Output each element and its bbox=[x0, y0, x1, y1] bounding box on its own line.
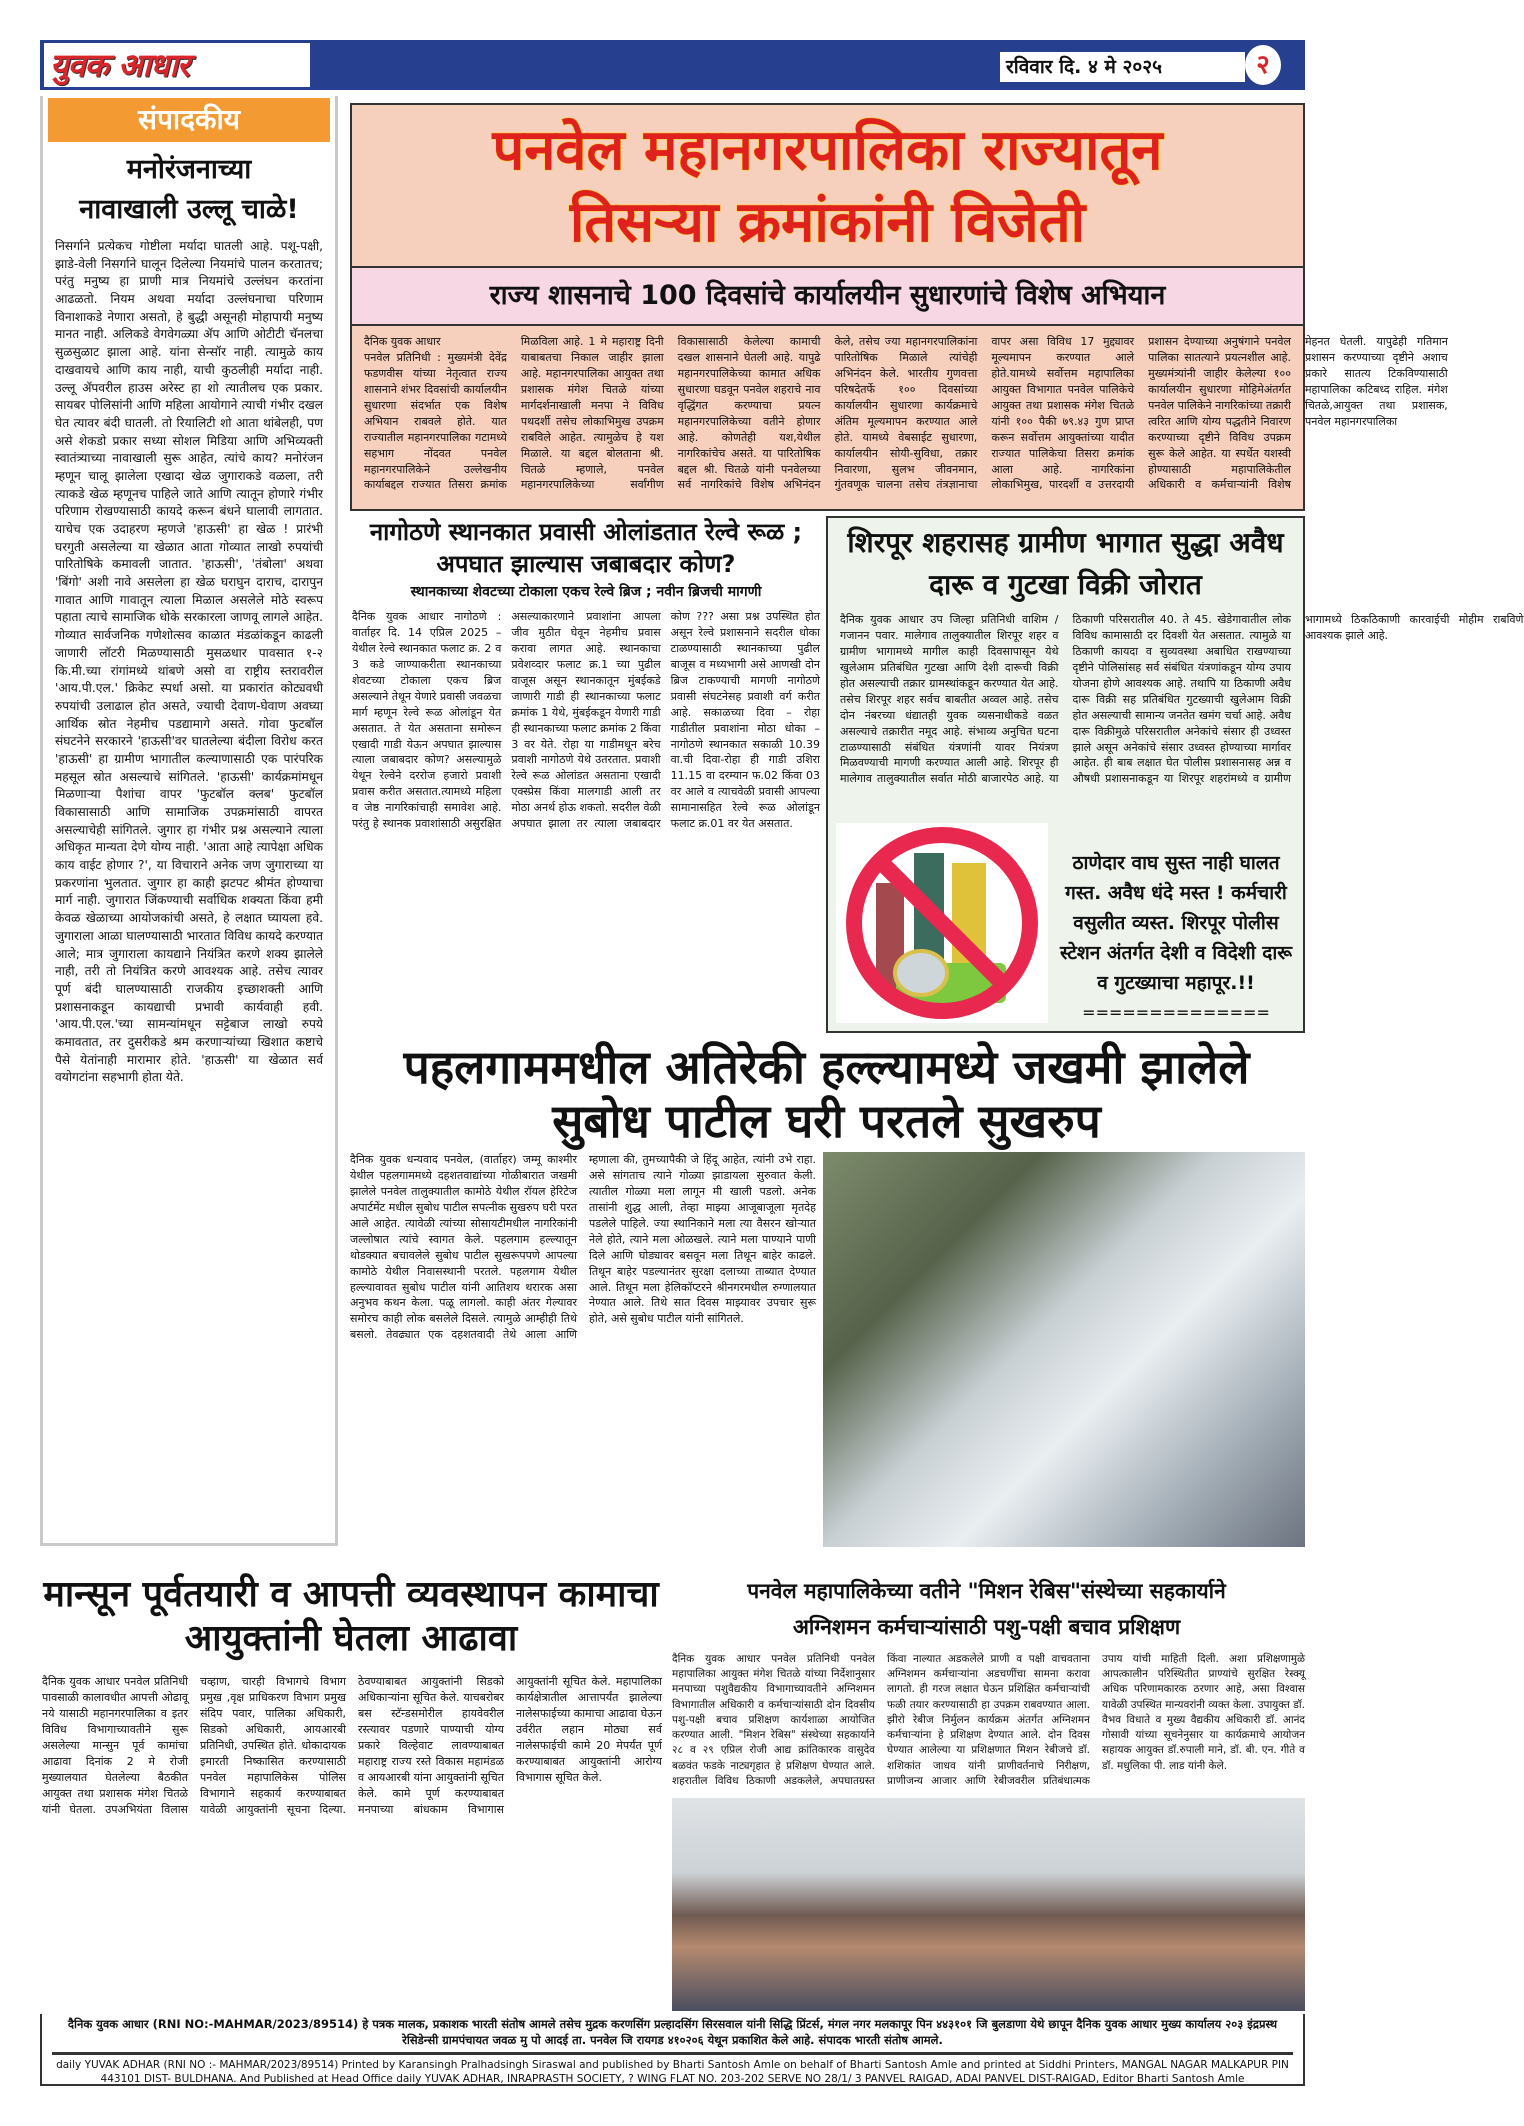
footer-divider bbox=[52, 2052, 1293, 2055]
monsoon-headline: मान्सून पूर्वतयारी व आपत्ती व्यवस्थापन कामाचा आयुक्तांनी घेतला आढावा bbox=[43, 1574, 659, 1659]
lead-subheadline: राज्य शासनाचे 100 दिवसांचे कार्यालयीन सुधारणांचे विशेष अभियान bbox=[352, 268, 1303, 326]
lead-headline-line2: तिसऱ्या क्रमांकांनी विजेती bbox=[569, 190, 1086, 255]
masthead bbox=[40, 40, 1305, 90]
shirpur-story bbox=[826, 516, 1524, 1033]
monsoon-body: दैनिक युवक आधार पनवेल प्रतिनिधी पावसाळी कालावधीत आपत्ती ओढावू नये यासाठी महानगरपालिका व इतर विविध विभागाच्यावतीने सुरू असलेल्या मान्सुन पूर्व कामांचा आढावा दिनांक 2 मे रोजी मुख्यालयात घेतलेल्या बैठकीत आयुक्त तथा प्रशासक मंगेश चितळे यांनी घेतला. उपअभियंता विलास चव्हाण, चारही विभागचे विभाग प्रमुख ,वृक्ष प्राधिकरण विभाग प्रमुख संदिप पवार, पालिका अधिकारी, सिडको अधिकारी, आयआरबी प्रतिनिधी, उपस्थित होते. धोकादायक इमारती निष्कासित करण्यासाठी पनवेल महापालिकेस पोलिस विभागाने सहकार्य करण्याबाबत यावेळी आयुक्तांनी सूचना दिल्या. ठेवण्याबाबत आयुक्तांनी सिडको अधिकाऱ्यांना सूचित केले. याचबरोबर बस स्टॅन्डसमोरील हायवेवरील रस्त्यावर पडणारे पाण्याची योग्य प्रकारे विल्हेवाट लावण्याबाबत महाराष्ट्र राज्य रस्ते विकास महामंडळ व आयआरबी यांना आयुक्तांनी सूचित केले. कामे पूर्ण करण्याबाबत मनपाच्या बांधकाम विभागास आयुक्तांनी सूचित केले. महापालिका कार्यक्षेत्रातील आत्तापर्यंत झालेल्या नालेसफाईच्या कामाचा आढावा घेऊन उर्वरीत लहान मोठ्या सर्व नालेसफाईची कामे 20 मेपर्यंत पूर्ण करण्याबाबत आयुक्तांनी आरोग्य विभागास सूचित केले. bbox=[42, 1675, 662, 1816]
nagothane-headline: नागोठणे स्थानकात प्रवासी ओलांडतात रेल्वे रूळ ; अपघात झाल्यास जबाबदार कोण? bbox=[369, 518, 803, 578]
nagothane-subheadline: स्थानकाच्या शेवटच्या टोकाला एकच रेल्वे ब्रिज ; नवीन ब्रिजची मागणी bbox=[410, 584, 762, 600]
editorial-title bbox=[48, 150, 330, 230]
lead-body bbox=[352, 326, 1448, 509]
nagothane-body: दैनिक युवक आधार नागोठणे : वार्ताहर दि. 14 एप्रिल 2025 – येथील रेल्वे स्थानकात फलाट क्र. 2 व 3 कडे जाण्याकरीता स्थानकाच्या शेवटच्या टोकाला एकच ब्रिज असल्याने तेथून येणारे प्रवासी जवळचा मार्ग म्हणून रेल्वे रूळ ओलांडून येत असतात. ते येत असताना समोरून एखादी गाडी येऊन अपघात झाल्यास त्याला जबाबदार कोण? असल्यामुळे येथून रेल्वेने दररोज हजारो प्रवाशी प्रवास करीत असतात.त्यामध्ये महिला व जेष्ठ नागरिकांचाही समावेश आहे. परंतु हे स्थानक प्रवाशांसाठी असुरक्षित असल्याकारणाने प्रवाशांना आपला जीव मुठीत घेवून नेहमीच प्रवास करावा लागत आहे. स्थानकाचा प्रवेशव्दार फलाट क्र.1 च्या पुढील वाजूस असून स्थानकातून मुंबईकडे जाणारी गाडी ही स्थानकाच्या फलाट क्रमांक 1 येथे, मुंबईकडून येणारी गाडी ही स्थानकाच्या फलाट क्रमांक 2 किंवा 3 वर येते. रोहा या गाडीमधून बरेच प्रवाशी नागोठणे येथे उतरतात. प्रवाशी रेल्वे रूळ ओलांडत असताना एखादी एक्स्प्रेस किंवा मालगाडी आली तर मोठा अनर्थ होऊ शकतो. सदरील वेळी अपघात झाला तर त्याला जबाबदार कोण ??? असा प्रश्न उपस्थित होत असून रेल्वे प्रशासनाने सदरील धोका टाळण्यासाठी स्थानकाच्या पुढील बाजूस व मध्यभागी असे आणखी दोन ब्रिज टाकण्याची मागणी नागोठणे प्रवासी संघटनेसह प्रवाशी वर्ग करीत आहे. सकाळच्या दिवा – रोहा गाडीतील प्रवाशांना मोठा धोका – नागोठणे स्थानकात सकाळी 10.39 वा.ची दिवा-रोहा ही गाडी उशिरा 11.15 वा दरम्यान फ.02 किंवा 03 वर आले व त्याचवेळी प्रवासी आपल्या सामानासहित रेल्वे रूळ ओलांडून फलाट क्र.01 वर येत असतात. bbox=[352, 610, 820, 831]
newspaper-logo: युवक आधार bbox=[44, 43, 310, 87]
rabies-headline-line2: अग्निशमन कर्मचाऱ्यांसाठी पशु-पक्षी बचाव प्रशिक्षण bbox=[792, 1615, 1181, 1639]
lead-story bbox=[350, 103, 1448, 511]
imprint-marathi: दैनिक युवक आधार (RNI NO:-MAHMAR/2023/89514) हे पत्रक मालक, प्रकाशक भारती संतोष आमले तसेच मुद्रक करणसिंग प्रल्हादसिंग सिरसवाल यांनी सिद्धि प्रिंटर्स, मंगल नगर मलकापूर पिन ४४३१०१ जि बुलडाणा येथे छापून दैनिक युवक आधार मुख्य कार्यालय २०३ इंद्रप्रस्थ रेसिडेन्सी ग्रामपंचायत जवळ मु पो आदई ता. पनवेल जि रायगड ४१०२०६ येथून प्रकाशित केले आहे. संपादक भारती संतोष आमले. bbox=[67, 2017, 1278, 2047]
editorial-title-line2: नावाखाली उल्लू चाळे! bbox=[79, 194, 299, 225]
editorial-title-line1: मनोरंजनाच्या bbox=[126, 154, 252, 185]
callout-text: ठाणेदार वाघ सुस्त नाही घालत गस्त. अवैध धंदे मस्त ! कर्मचारी वसुलीत व्यस्त. शिरपूर पोलीस स्टेशन अंतर्गत देशी व विदेशी दारू व गुटख्याचा महापूर.!! bbox=[1059, 852, 1293, 994]
imprint-english: daily YUVAK ADHAR (RNI NO :- MAHMAR/2023/89514) Printed by Karansingh Pralhadsingh Siraswal and published by Bharti Santosh Amle on behalf of Bharti Santosh Amle and printed at Siddhi Printers, MANGAL NAGAR MALKAPUR PIN 443101 DIST- BULDHANA. And Published at Head Office daily YUVAK ADHAR, INRAPRASTH SOCIETY, ? WING FLAT NO. 203-202 SERVE NO 28/1/ 3 PANVEL RAIGAD, ADAI PANVEL DIST-RAIGAD, Editor Bharti Santosh Amle bbox=[56, 2059, 1289, 2085]
lead-headline bbox=[352, 105, 1303, 268]
lead-byline: दैनिक युवक आधार bbox=[364, 335, 441, 348]
shirpur-body: दैनिक युवक आधार उप जिल्हा प्रतिनिधी वाशिम / गजानन पवार. मालेगाव तालुक्यातील शिरपूर शहर व ग्रामीण भागामध्ये मागील काही दिवसापासून येथे खुलेआम प्रतिबंधित गुटखा आणि देशी दारूची विक्री होत असल्याची तक्रार ग्रामस्थांकडून करण्यात येत आहे. तसेच शिरपूर शहर सर्वच बाबतीत अव्वल आहे. तसेच दोन नंबरच्या धंद्यातही युवक व्यसनाधीकडे वळत असल्याचे तक्रारीत नमूद आहे. संभाव्य अनुचित घटना टाळण्यासाठी संबंधित यंत्रणांनी यावर नियंत्रण मिळवण्याची मागणी करण्यात आली आहे. शिरपूर ही मालेगाव तालुक्यातील सर्वात मोठी बाजारपेठ आहे. या ठिकाणी परिसरातील 40. ते 45. खेडेगावातील लोक विविध कामासाठी दर दिवशी येत असतात. त्यामुळे या ठिकाणी कायदा व सुव्यवस्था अबाधित राखण्याच्या दृष्टीने पोलिसांसह सर्व संबंधित यंत्रणांकडून योग्य उपाय योजना होणे आवश्यक आहे. तथापि या ठिकाणी अवैध दारू विक्री सह प्रतिबंधित गुटख्याची खुलेआम विक्री होत असल्याची सामान्य जनतेत खमंग चर्चा आहे. अवैध दारू विक्रीमुळे परिसरातील अनेकांचे संसार ही उध्वस्त झाले असून अनेकांचे संसार उध्वस्त होण्याच्या मार्गावर आहेत. ही बाब लक्षात घेत पोलीस प्रशासनासह अन्न व औषधी प्रशासनाकडून या शिरपूर शहरांमध्ये व ग्रामीण भागामध्ये ठिकठिकाणी कारवाईची मोहीम राबविणे आवश्यक झाले आहे. bbox=[840, 613, 1524, 786]
pahalgam-photo bbox=[823, 1152, 1305, 1547]
editorial-banner: संपादकीय bbox=[48, 98, 330, 142]
rabies-headline bbox=[668, 1573, 1305, 1645]
nagothane-story bbox=[348, 516, 824, 1033]
lead-headline-line1: पनवेल महानगरपालिका राज्यातून bbox=[492, 118, 1163, 183]
callout-divider: ============== bbox=[1082, 1003, 1270, 1022]
page-number: २ bbox=[1245, 45, 1281, 85]
no-alcohol-icon bbox=[836, 823, 1048, 1023]
pahalgam-body: दैनिक युवक धन्यवाद पनवेल, (वार्ताहर) जम्मू काश्मीर येथील पहलगाममध्ये दहशतवाद्यांच्या गोळीबारात जखमी झालेले पनवेल तालुक्यातील कामोठे येथील रॉयल हेरिटेज अपार्टमेंट मधील सुबोध पाटील सपत्नीक सुखरुप घरी परत आले आहेत. त्यावेळी त्यांच्या सोसायटीमधील नागरिकांनी जल्लोषात त्यांचे स्वागत केले. पहलगाम हल्ल्यातून थोडक्यात बचावलेले सुबोध पाटील सुखरूपपणे आपल्या कामोठे येथील निवासस्थानी परतले. पहलगाम येथील हल्ल्यावावत सुबोध पाटील यांनी आतिशय थरारक असा अनुभव कथन केला. पळू लागलो. काही अंतर गेल्यावर समोरच काही लोक बसलेले दिसले. त्यामुळे आम्हीही तिथे बसलो. तेवढ्यात एक दहशतवादी तेथे आला आणि म्हणाला की, तुमच्यापैकी जे हिंदू आहेत, त्यांनी उभे राहा. असे सांगताच त्याने गोळ्या झाडायला सुरुवात केली. त्यातील गोळ्या मला लागून मी खाली पडलो. अनेक तासांनी शुद्ध आली, तेव्हा माझ्या आजूबाजूला मृतदेह पडलेले पाहिले. ज्या स्थानिकाने मला त्या वैसरन खोऱ्यात नेले होते, त्याने मला ओळखले. त्याने मला पाण्याने पाणी दिले आणि घोड्यावर बसवून मला तिथून बाहेर काढले. तिथून बाहेर पडल्यानंतर सुरक्षा दलाच्या ताब्यात देण्यात आले. तिथून मला हेलिकॉप्टरने श्रीनगरमधील रुग्णालयात नेण्यात आले. तिथे सात दिवस माझ्यावर उपचार सुरू होते, असे सुबोध पाटील यांनी सांगितले. bbox=[350, 1153, 816, 1342]
issue-date: रविवार दि. ४ मे २०२५ bbox=[1000, 52, 1245, 82]
lead-text: पनवेल प्रतिनिधी : मुख्यमंत्री देवेंद्र फडणवीस यांच्या नेतृत्वात राज्य शासनाने शंभर दिवसांची कार्यालयीन सुधारणा संदर्भात एक विशेष अभियान राबवले होते. यात राज्यातील महानगरपालिका गटामध्ये सहभाग नोंदवत पनवेल महानगरपालिकेने उल्लेखनीय कार्याबद्दल राज्यात तिसरा क्रमांक मिळविला आहे. 1 मे महाराष्ट्र दिनी याबाबतचा निकाल जाहीर झाला आहे. महानगरपालिका आयुक्त तथा प्रशासक मंगेश चितळे यांच्या मार्गदर्शनाखाली मनपा ने विविध पथदर्शी तसेच लोकाभिमुख उपक्रम राबविले आहेत. त्यामुळेच हे यश मिळाले. या बद्दल बोलताना श्री. चितळे म्हणाले, पनवेल महानगरपालिकेच्या सर्वांगीण विकासासाठी केलेल्या कामाची दखल शासनाने घेतली आहे. यापुढे महानगरपालिकेच्या कामात अधिक सुधारणा घडवून पनवेल शहराचे नाव वृद्धिंगत करण्याचा प्रयत्न महानगरपालिकेच्या वतीने होणार आहे. कोणतेही यश,येथील नागरिकांचेच असते. या पारितोषिक बद्दल श्री. चितळे यांनी पनवेलच्या सर्व नागरिकांचे विशेष अभिनंदन केले, तसेच ज्या महानगरपालिकांना पारितोषिक मिळाले त्यांचेही अभिनंदन केले. भारतीय गुणवत्ता परिषदेतर्फे १०० दिवसांच्या कार्यालयीन सुधारणा कार्यक्रमाचे अंतिम मूल्यमापन करण्यात आले होते. यामध्ये वेबसाईट सुधारणा, कार्यालयीन सोयी-सुविधा, तक्रार निवारणा, सुलभ जीवनमान, गुंतवणूक चालना तसेच तंत्रज्ञानाचा वापर असा विविध 17 मुद्द्यावर मूल्यमापन करण्यात आले होते.यामध्ये सर्वोत्तम महापालिका आयुक्त विभागात पनवेल पालिकेचे आयुक्त तथा प्रशासक मंगेश चितळे यांनी १०० पैकी ७९.४३ गुण प्राप्त करून सर्वोत्तम आयुक्तांच्या यादीत राज्यात पालिकेचा तिसरा क्रमांक आला आहे. नागरिकांना लोकाभिमुख, पारदर्शी व उत्तरदायी प्रशासन देण्याच्या अनुषंगाने पनवेल पालिका सातत्याने प्रयत्नशील आहे. मुख्यमंत्र्यांनी जाहीर केलेल्या १०० कार्यालयीन सुधारणा मोहिमेअंतर्गत पनवेल पालिकेने नागरिकांच्या तक्रारी त्वरित आणि योग्य पद्धतीने निवारण करण्याच्या दृष्टीने विविध उपक्रम सुरू केले आहेत. या स्पर्धेत यशस्वी होण्यासाठी महापालिकेतील अधिकारी व कर्मचाऱ्यांनी विशेष मेहनत घेतली. यापुढेही गतिमान प्रशासन करण्याच्या दृष्टीने अशाच प्रकारे सातत्य टिकविण्यासाठी महापालिका कटिबध्द राहिल. मंगेश चितळे,आयुक्त तथा प्रशासक, पनवेल महानगरपालिका bbox=[364, 335, 1448, 492]
shirpur-callout bbox=[1056, 848, 1296, 1028]
rabies-headline-line1: पनवेल महापालिकेच्या वतीने "मिशन रेबिस"संस्थेच्या सहकार्याने bbox=[747, 1579, 1226, 1603]
imprint-footer bbox=[40, 2014, 1305, 2086]
training-group-photo bbox=[672, 1798, 1305, 2011]
pahalgam-headline: पहलगाममधील अतिरेकी हल्ल्यामध्ये जखमी झालेले सुबोध पाटील घरी परतले सुखरुप bbox=[403, 1040, 1250, 1148]
shirpur-headline: शिरपूर शहरासह ग्रामीण भागात सुद्धा अवैध दारू व गुटखा विक्री जोरात bbox=[847, 526, 1284, 601]
editorial-column bbox=[40, 96, 338, 1546]
editorial-body: निसर्गाने प्रत्येकच गोष्टीला मर्यादा घातली आहे. पशू-पक्षी, झाडे-वेली निसर्गाने घालून दिलेल्या नियमांचे पालन करतातच; परंतु मनुष्य हा प्राणी मात्र नियमांचे उल्लंघन करतांना आढळतो. नियम अथवा मर्यादा उल्लंघनाचा परिणाम विनाशाकडे नेणारा असतो, हे बुद्धी असूनही मोहापायी मनुष्य मानत नाही. अलिकडे वेगवेगळ्या ॲप आणि ओटीटी चॅनलचा सुळसुळाट झाला आहे. यांना सेन्सॉर नाही. त्यामुळे काय दाखवायचे आणि काय नाही, याची कुठलीही मर्यादा नाही. उल्लू ॲपवरील हाउस अरेस्ट हा शो त्यातीलच एक प्रकार. सायबर पोलिसांनी आणि महिला आयोगाने त्याची गंभीर दखल घेत त्यावर बंदी घातली. तो रियालिटी शो आता थांबेलही, पण असे शेकडो प्रकार सध्या सोशल मिडिया आणि अभिव्यक्ती स्वातंत्र्याच्या नावाखाली सुरू आहेत, त्यांचे काय? मनोरंजन म्हणून चालू झालेला एखादा खेळ जुगाराकडे वळला, तरी त्याकडे खेळ म्हणूनच पाहिले जाते आणि त्यातून होणारे गंभीर परिणाम रोखण्यासाठी कायदे करून बंधने घालावी लागतात. याचेच एक उदाहरण म्हणजे 'हाऊसी' हा खेळ ! प्रारंभी घरगुती असलेल्या या खेळात आता गोव्यात लाखो रुपयांची पारितोषिके कमावली जातात. 'हाऊसी', 'तंबोला' अथवा 'बिंगो' अशी नावे असलेला हा खेळ घराघुन दाराच, दारापुन गावात आणि गावातून त्याला मिळाल असलेले मोठे स्वरूप पहाता त्याचे सामाजिक धोके सरकारला जाणवू लागले आहेत. गोव्यात सार्वजनिक गणेशोत्सव काळात मंडळांकडून काढली जाणारी लॉटरी मिळण्यासाठी मुसळधार पावसात १-२ कि.मी.च्या रांगांमध्ये थांबणे असो वा राष्ट्रीय स्तरावरील 'आय.पी.एल.' क्रिकेट स्पर्धा असो. या प्रकारांत कोट्यवधी रुपयांची उलाढाल होत असते, ज्याची देवाण-घेवाण अवघ्या आर्थिक स्रोत नेहमीच पडद्यामागे असते. गोवा फुटबॉल संघटनेने सरकारने 'हाऊसी'वर घातलेल्या बंदीला विरोध करत 'हाऊसी' हा ग्रामीण भागातील कल्याणासाठी एक पारंपरिक महसूल स्रोत असल्याचे सांगितले. 'हाऊसी' कार्यक्रमांमधून मिळणाऱ्या पैशांचा वापर 'फुटबॉल क्लब' फुटबॉल विकासासाठी आणि सामाजिक उपक्रमांसाठी वापरत असल्याचेही सांगितले. जुगार हा गंभीर प्रश्न असल्याने त्याला अधिकृत मान्यता देणे योग्य नाही. 'आता आहे त्यापेक्षा अधिक काय वाईट होणार ?', या विचाराने अनेक जण जुगाराच्या या प्रकरणांना भुलतात. जुगार हा काही झटपट श्रीमंत होण्याचा मार्ग नाही. जुगारात जिंकण्याची सर्वाधिक शक्यता किंवा हमी केवळ खेळाच्या आयोजकांची असते, हे लक्षात घ्यायला हवे. जुगाराला आळा घालण्यासाठी भारतात विविध कायदे करण्यात आले; मात्र जुगाराला कायद्याने नियंत्रित करणे शक्य झालेले नाही, तरी तो नियंत्रित करणे आवश्यक आहे. तसेच त्यावर पूर्ण बंदी घालण्यासाठी राजकीय इच्छाशक्ती आणि प्रशासनाकडून कायद्याची प्रभावी कार्यवाही हवी. 'आय.पी.एल.'च्या सामन्यांमधून सट्टेबाज लाखो रुपये कमावतात, तर दुसरीकडे श्रम करणाऱ्यांच्या खिशात कष्टाचे पैसे येतांनाही मारामार होते. 'हाऊसी' या खेळात सर्व वयोगटांना सहभागी होता येते. bbox=[55, 239, 323, 1085]
rabies-body: दैनिक युवक आधार पनवेल प्रतिनिधी पनवेल महापालिका आयुक्त मंगेश चितळे यांच्या निर्देशानुसार मनपाच्या पशुवैद्यकीय विभागाच्यावतीने अग्निशमन विभागातील अधिकारी व कर्मचाऱ्यांसाठी दोन दिवसीय पशु-पक्षी बचाव प्रशिक्षण कार्यशाळा आयोजित करण्यात आली. "मिशन रेबिस" संस्थेच्या सहकार्याने २८ व २९ एप्रिल रोजी आद्य क्रांतिकारक वासुदेव बळवंत फडके नाट्यगृहात हे प्रशिक्षण घेण्यात आले. शहरातील विविध ठिकाणी अडकलेले, अपघातग्रस्त किंवा नाल्यात अडकलेले प्राणी व पक्षी वाचवताना अग्निशमन कर्मचाऱ्यांना अडचणींचा सामना करावा लागतो. ही गरज लक्षात घेऊन प्रशिक्षित कर्मचाऱ्यांची फळी तयार करण्यासाठी हा उपक्रम राबवण्यात आला. झीरो रेबीज निर्मुलन कार्यक्रम अंतर्गत अग्निशमन कर्मचाऱ्यांना हे प्रशिक्षण देण्यात आले. दोन दिवस घेण्यात आलेल्या या प्रशिक्षणात मिशन रेबीजचे डॉ. शशिकांत जाधव यांनी प्राणीवर्तनाचे निरीक्षण, प्राणीजन्य आजार आणि रेबीजवरील प्रतिबंधात्मक उपाय यांची माहिती दिली. अशा प्रशिक्षणामुळे आपत्कालीन परिस्थितीत प्राण्यांचे सुरक्षित रेस्क्यू अधिक परिणामकारक ठरणार आहे, असा विश्वास यावेळी उपस्थित मान्यवरांनी व्यक्त केला. उपायुक्त डॉ. वैभव विधाते व मुख्य वैद्यकीय अधिकारी डॉ. आनंद गोसावी यांच्या सूचनेनुसार या कार्यक्रमाचे आयोजन सहायक आयुक्त डॉ.रुपाली माने, डॉ. बी. एन. गीते व डॉ. मधुलिका पी. लाड यांनी केले. bbox=[672, 1653, 1305, 1787]
